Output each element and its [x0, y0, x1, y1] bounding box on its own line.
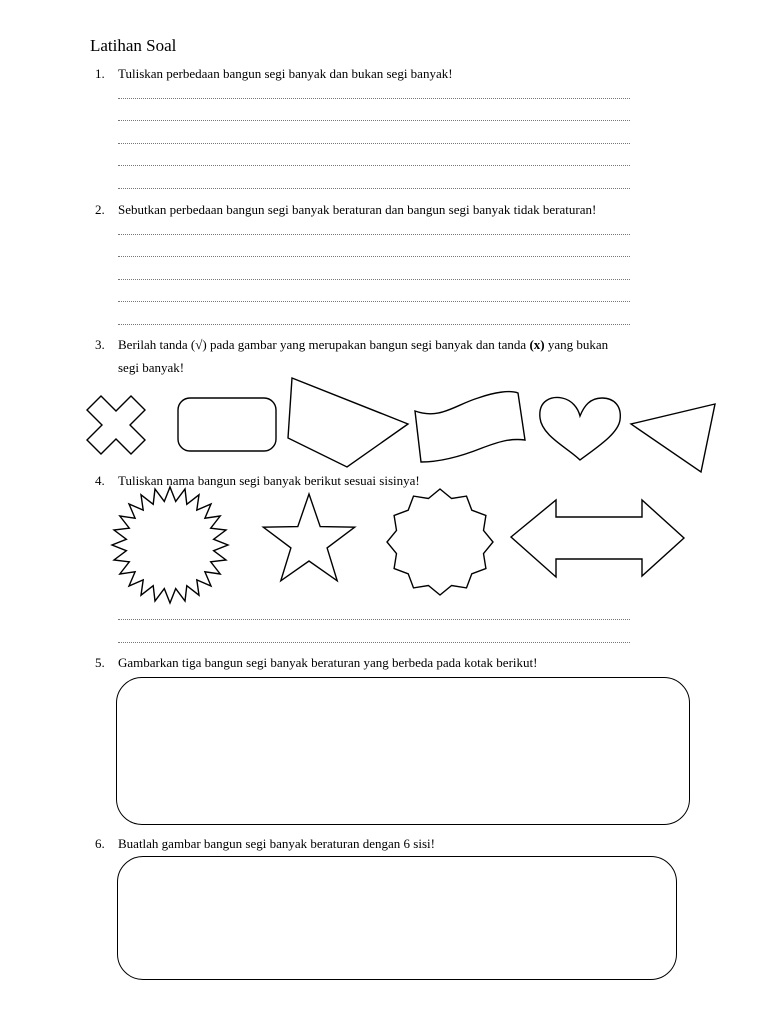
heart-icon[interactable]: [540, 398, 620, 460]
cross-icon[interactable]: [87, 396, 145, 454]
question-5-text: Gambarkan tiga bangun segi banyak beraturan yang berbeda pada kotak berikut!: [118, 655, 538, 670]
question-3-text-part: Berilah tanda (: [118, 337, 196, 352]
question-3-text-part: yang bukan: [544, 337, 609, 352]
rounded-rectangle-icon[interactable]: [178, 398, 276, 451]
twelve-point-star-icon[interactable]: [387, 489, 493, 595]
question-3-number: 3.: [95, 337, 105, 352]
star-icon[interactable]: [263, 494, 354, 581]
check-mark: √: [195, 337, 203, 352]
starburst-icon[interactable]: [112, 487, 228, 603]
question-4-text: Tuliskan nama bangun segi banyak berikut sesuai sisinya!: [118, 473, 420, 488]
quadrilateral-icon[interactable]: [288, 378, 408, 467]
question-1-text: Tuliskan perbedaan bangun segi banyak dan bukan segi banyak!: [118, 66, 453, 81]
flag-icon[interactable]: [415, 392, 525, 462]
question-6-number: 6.: [95, 836, 105, 851]
question-3-text-part: ) pada gambar yang merupakan bangun segi banyak dan tanda: [202, 337, 530, 352]
page-title: Latihan Soal: [90, 36, 177, 55]
triangle-icon[interactable]: [631, 404, 715, 472]
question-6-text: Buatlah gambar bangun segi banyak beraturan dengan 6 sisi!: [118, 836, 435, 851]
double-arrow-icon[interactable]: [511, 500, 684, 577]
question-5-number: 5.: [95, 655, 105, 670]
question-2-number: 2.: [95, 202, 105, 217]
question-1-number: 1.: [95, 66, 105, 81]
x-mark: (x): [529, 337, 545, 352]
question-2-text: Sebutkan perbedaan bangun segi banyak beraturan dan bangun segi banyak tidak beraturan!: [118, 202, 597, 217]
question-3-text-line2: segi banyak!: [118, 360, 185, 375]
question-4-number: 4.: [95, 473, 105, 488]
